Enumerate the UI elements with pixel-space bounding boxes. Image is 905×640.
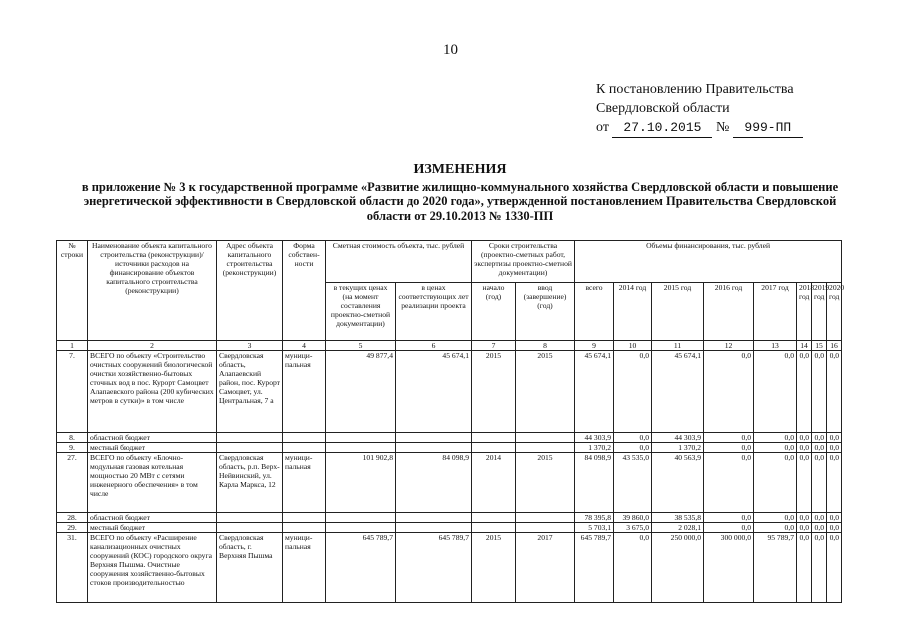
financing-total: 44 303,9 bbox=[575, 433, 614, 443]
start-year bbox=[472, 513, 516, 523]
ownership-form: муници-пальная bbox=[283, 351, 326, 433]
financing-2019: 0,0 bbox=[812, 513, 827, 523]
financing-2020: 0,0 bbox=[827, 533, 842, 603]
financing-2018: 0,0 bbox=[797, 351, 812, 433]
financing-2014: 43 535,0 bbox=[614, 453, 652, 513]
decree-number: 999-ПП bbox=[733, 118, 803, 138]
cost-years: 645 789,7 bbox=[396, 533, 472, 603]
column-number: 6 bbox=[396, 341, 472, 351]
column-number: 16 bbox=[827, 341, 842, 351]
financing-2018: 0,0 bbox=[797, 443, 812, 453]
end-year bbox=[516, 513, 575, 523]
column-number: 10 bbox=[614, 341, 652, 351]
financing-2014: 0,0 bbox=[614, 533, 652, 603]
financing-2018: 0,0 bbox=[797, 433, 812, 443]
row-number: 31. bbox=[57, 533, 88, 603]
header-period-group: Сроки строительства (проектно-сметных работ, экспертизы проектно-сметной документации) bbox=[472, 241, 575, 283]
ownership-form: муници-пальная bbox=[283, 453, 326, 513]
financing-2020: 0,0 bbox=[827, 433, 842, 443]
header-end: ввод (завершение) (год) bbox=[516, 283, 575, 341]
document-heading bbox=[60, 163, 860, 223]
row-number: 9. bbox=[57, 443, 88, 453]
financing-total: 84 098,9 bbox=[575, 453, 614, 513]
table-row bbox=[57, 513, 842, 523]
financing-2019: 0,0 bbox=[812, 523, 827, 533]
cost-years bbox=[396, 443, 472, 453]
cost-current bbox=[326, 513, 396, 523]
column-number: 8 bbox=[516, 341, 575, 351]
header-2016: 2016 год bbox=[704, 283, 754, 341]
financing-2020: 0,0 bbox=[827, 523, 842, 533]
row-number: 7. bbox=[57, 351, 88, 433]
column-number: 13 bbox=[754, 341, 797, 351]
appendix-block bbox=[596, 80, 803, 138]
start-year: 2015 bbox=[472, 351, 516, 433]
table-row bbox=[57, 351, 842, 433]
appendix-line-1: К постановлению Правительства bbox=[596, 82, 794, 97]
financing-2016: 0,0 bbox=[704, 443, 754, 453]
object-name: областной бюджет bbox=[88, 433, 217, 443]
heading-text: в приложение № 3 к государственной программе «Развитие жилищно-коммунального хозяйства Свердловской области и повышение энергетической эффективности в Свердловской области до 2020 года», утвержденной постановлением Правительства Свердловской области от 29.10.2013 № 1330-ПП bbox=[81, 179, 839, 223]
ownership-form bbox=[283, 523, 326, 533]
ownership-form bbox=[283, 433, 326, 443]
financing-2017: 0,0 bbox=[754, 453, 797, 513]
column-number: 4 bbox=[283, 341, 326, 351]
header-2017: 2017 год bbox=[754, 283, 797, 341]
column-number: 15 bbox=[812, 341, 827, 351]
financing-2020: 0,0 bbox=[827, 453, 842, 513]
start-year: 2015 bbox=[472, 533, 516, 603]
financing-table bbox=[56, 240, 845, 603]
header-object-name: Наименование объекта капитального строительства (реконструкции)/ источники расходов на финансирование объектов капитального строительства (реконструкции) bbox=[88, 241, 217, 341]
table-row bbox=[57, 523, 842, 533]
financing-2015: 1 370,2 bbox=[652, 443, 704, 453]
cost-years: 84 098,9 bbox=[396, 453, 472, 513]
number-prefix: № bbox=[715, 120, 730, 135]
financing-2014: 0,0 bbox=[614, 351, 652, 433]
end-year: 2017 bbox=[516, 533, 575, 603]
column-number: 2 bbox=[88, 341, 217, 351]
header-2015: 2015 год bbox=[652, 283, 704, 341]
cost-current bbox=[326, 433, 396, 443]
cost-years bbox=[396, 523, 472, 533]
financing-2016: 300 000,0 bbox=[704, 533, 754, 603]
start-year bbox=[472, 433, 516, 443]
ownership-form bbox=[283, 513, 326, 523]
financing-total: 645 789,7 bbox=[575, 533, 614, 603]
header-ownership: Форма собствен-ности bbox=[283, 241, 326, 341]
financing-2020: 0,0 bbox=[827, 513, 842, 523]
cost-years bbox=[396, 513, 472, 523]
financing-2019: 0,0 bbox=[812, 443, 827, 453]
financing-2016: 0,0 bbox=[704, 523, 754, 533]
header-cost-current: в текущих ценах (на момент составления проектно-сметной документации) bbox=[326, 283, 396, 341]
financing-2020: 0,0 bbox=[827, 443, 842, 453]
column-number: 7 bbox=[472, 341, 516, 351]
financing-2015: 38 535,8 bbox=[652, 513, 704, 523]
start-year bbox=[472, 443, 516, 453]
object-address: Свердловская область, Алапаевский район, пос. Курорт Самоцвет, ул. Центральная, 7 а bbox=[217, 351, 283, 433]
cost-years: 45 674,1 bbox=[396, 351, 472, 433]
object-name: ВСЕГО по объекту «Блочно-модульная газовая котельная мощностью 20 МВт с сетями инженерного обеспечения» в том числе bbox=[88, 453, 217, 513]
financing-2019: 0,0 bbox=[812, 433, 827, 443]
financing-2014: 0,0 bbox=[614, 433, 652, 443]
cost-years bbox=[396, 433, 472, 443]
financing-2019: 0,0 bbox=[812, 351, 827, 433]
financing-2017: 0,0 bbox=[754, 443, 797, 453]
financing-2018: 0,0 bbox=[797, 513, 812, 523]
object-address: Свердловская область, р.п. Верх-Нейвинский, ул. Карла Маркса, 12 bbox=[217, 453, 283, 513]
financing-2020: 0,0 bbox=[827, 351, 842, 433]
header-cost-years: в ценах соответствующих лет реализации проекта bbox=[396, 283, 472, 341]
object-name: областной бюджет bbox=[88, 513, 217, 523]
header-2014: 2014 год bbox=[614, 283, 652, 341]
end-year bbox=[516, 433, 575, 443]
financing-2015: 250 000,0 bbox=[652, 533, 704, 603]
cost-current: 101 902,8 bbox=[326, 453, 396, 513]
financing-2016: 0,0 bbox=[704, 513, 754, 523]
financing-2014: 0,0 bbox=[614, 443, 652, 453]
header-2019: 2019 год bbox=[812, 283, 827, 341]
ownership-form bbox=[283, 443, 326, 453]
row-number: 27. bbox=[57, 453, 88, 513]
end-year bbox=[516, 443, 575, 453]
page-number: 10 bbox=[443, 42, 458, 58]
header-total: всего bbox=[575, 283, 614, 341]
cost-current: 645 789,7 bbox=[326, 533, 396, 603]
financing-2015: 40 563,9 bbox=[652, 453, 704, 513]
row-number: 8. bbox=[57, 433, 88, 443]
column-number: 9 bbox=[575, 341, 614, 351]
end-year bbox=[516, 523, 575, 533]
header-2018: 2018 год bbox=[797, 283, 812, 341]
header-financing-group: Объемы финансирования, тыс. рублей bbox=[575, 241, 842, 283]
date-prefix: от bbox=[596, 120, 609, 135]
table-row bbox=[57, 453, 842, 513]
financing-2016: 0,0 bbox=[704, 433, 754, 443]
ownership-form: муници-пальная bbox=[283, 533, 326, 603]
header-start: начало (год) bbox=[472, 283, 516, 341]
object-name: местный бюджет bbox=[88, 523, 217, 533]
start-year: 2014 bbox=[472, 453, 516, 513]
column-number: 12 bbox=[704, 341, 754, 351]
financing-total: 45 674,1 bbox=[575, 351, 614, 433]
column-number: 1 bbox=[57, 341, 88, 351]
end-year: 2015 bbox=[516, 351, 575, 433]
object-name: местный бюджет bbox=[88, 443, 217, 453]
financing-2017: 95 789,7 bbox=[754, 533, 797, 603]
header-address: Адрес объекта капитального строительства (реконструкции) bbox=[217, 241, 283, 341]
end-year: 2015 bbox=[516, 453, 575, 513]
financing-2016: 0,0 bbox=[704, 351, 754, 433]
financing-2018: 0,0 bbox=[797, 453, 812, 513]
financing-2015: 45 674,1 bbox=[652, 351, 704, 433]
financing-2015: 44 303,9 bbox=[652, 433, 704, 443]
object-name: ВСЕГО по объекту «Расширение канализационных очистных сооружений (КОС) городского округа Верхняя Пышма. Очистные сооружения хозяйственно-бытовых стоков производительностью bbox=[88, 533, 217, 603]
financing-2017: 0,0 bbox=[754, 433, 797, 443]
object-address bbox=[217, 443, 283, 453]
financing-2015: 2 028,1 bbox=[652, 523, 704, 533]
heading-title: ИЗМЕНЕНИЯ bbox=[413, 162, 507, 177]
object-address bbox=[217, 513, 283, 523]
financing-2018: 0,0 bbox=[797, 533, 812, 603]
appendix-line-2: Свердловской области bbox=[596, 101, 730, 116]
column-number: 5 bbox=[326, 341, 396, 351]
object-name: ВСЕГО по объекту «Строительство очистных сооружений биологической очистки хозяйственно-бытовых сточных вод в пос. Курорт Самоцвет Алапаевского района (200 кубических метров в сутки)» в том числе bbox=[88, 351, 217, 433]
financing-2016: 0,0 bbox=[704, 453, 754, 513]
column-number: 3 bbox=[217, 341, 283, 351]
appendix-date-line bbox=[596, 118, 803, 138]
financing-total: 78 395,8 bbox=[575, 513, 614, 523]
financing-2018: 0,0 bbox=[797, 523, 812, 533]
row-number: 29. bbox=[57, 523, 88, 533]
financing-total: 5 703,1 bbox=[575, 523, 614, 533]
financing-total: 1 370,2 bbox=[575, 443, 614, 453]
table-row bbox=[57, 533, 842, 603]
start-year bbox=[472, 523, 516, 533]
column-number: 11 bbox=[652, 341, 704, 351]
financing-2019: 0,0 bbox=[812, 533, 827, 603]
financing-2014: 3 675,0 bbox=[614, 523, 652, 533]
row-number: 28. bbox=[57, 513, 88, 523]
cost-current: 49 877,4 bbox=[326, 351, 396, 433]
object-address bbox=[217, 433, 283, 443]
cost-current bbox=[326, 523, 396, 533]
column-number: 14 bbox=[797, 341, 812, 351]
financing-2017: 0,0 bbox=[754, 351, 797, 433]
object-address: Свердловская область, г. Верхняя Пышма bbox=[217, 533, 283, 603]
object-address bbox=[217, 523, 283, 533]
financing-2017: 0,0 bbox=[754, 523, 797, 533]
header-cost-group: Сметная стоимость объекта, тыс. рублей bbox=[326, 241, 472, 283]
column-number-row bbox=[57, 341, 842, 351]
header-row-no: № строки bbox=[57, 241, 88, 341]
cost-current bbox=[326, 443, 396, 453]
financing-2019: 0,0 bbox=[812, 453, 827, 513]
financing-2014: 39 860,0 bbox=[614, 513, 652, 523]
financing-2017: 0,0 bbox=[754, 513, 797, 523]
decree-date: 27.10.2015 bbox=[612, 118, 712, 138]
table-row bbox=[57, 433, 842, 443]
header-2020: 2020 год bbox=[827, 283, 842, 341]
table-row bbox=[57, 443, 842, 453]
